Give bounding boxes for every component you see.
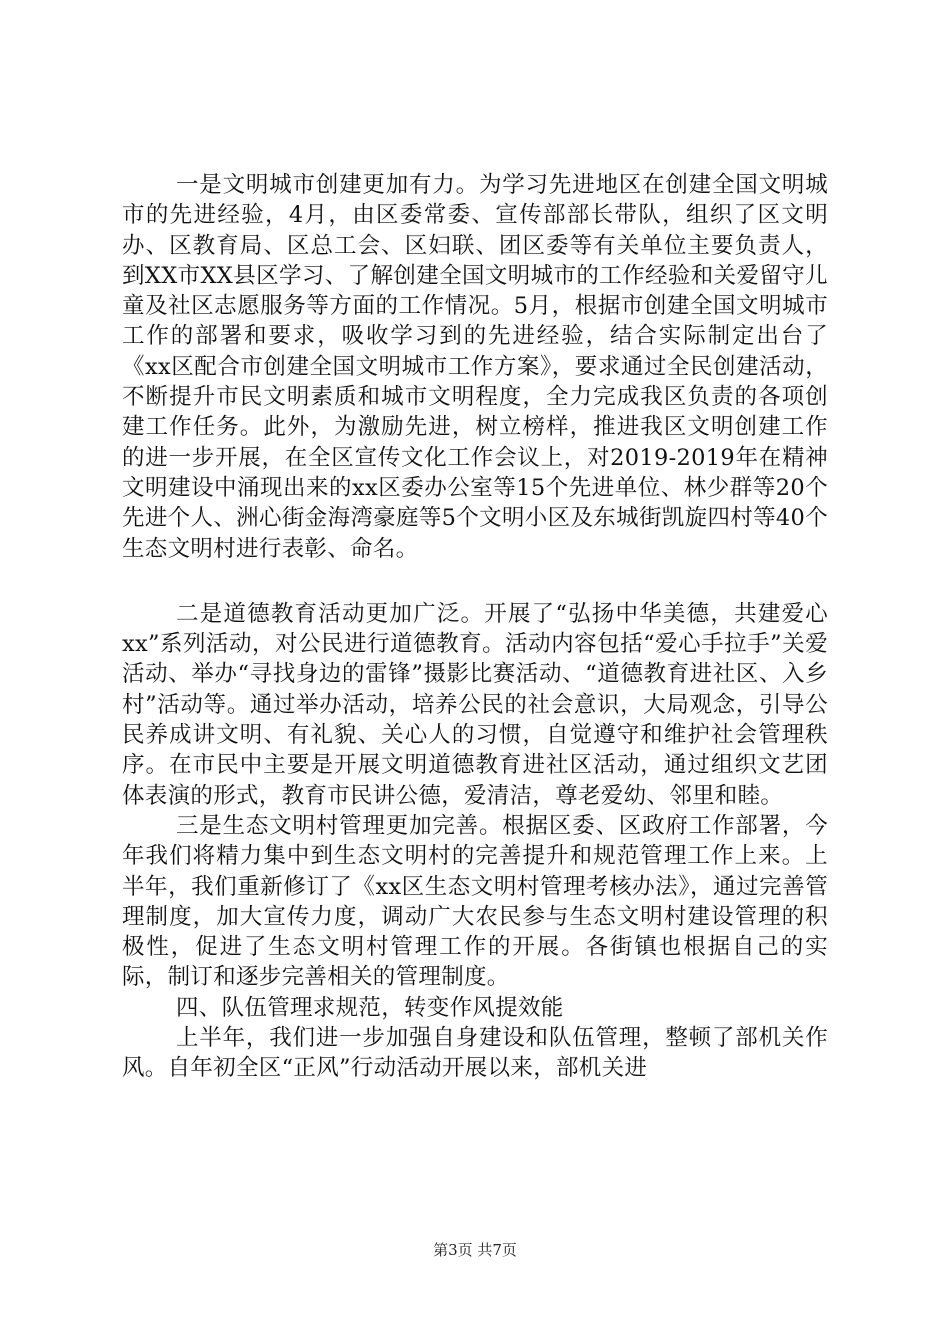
paragraph-civilized-city: 一是文明城市创建更加有力。为学习先进地区在创建全国文明城市的先进经验，4月，由区委常委、宣传部部长带队，组织了区文明办、区教育局、区总工会、区妇联、团区委等有关单位主要负责人，到XX市XX县区学习、了解创建全国文明城市的工作经验和关爱留守儿童及社区志愿服务等方面的工作情况。5月，根据市创建全国文明城市工作的部署和要求，吸收学习到的先进经验，结合实际制定出台了《xx区配合市创建全国文明城市工作方案》，要求通过全民创建活动，不断提升市民文明素质和城市文明程度，全力完成我区负责的各项创建工作任务。此外，为激励先进，树立榜样，推进我区文明创建工作的进一步开展，在全区宣传文化工作会议上，对2019-2019年在精神文明建设中涌现出来的xx区委办公室等15个先进单位、林少群等20个先进个人、洲心街金海湾豪庭等5个文明小区及东城街凯旋四村等40个生态文明村进行表彰、命名。 — [122, 172, 828, 562]
paragraph-team-management: 上半年，我们进一步加强自身建设和队伍管理，整顿了部机关作风。自年初全区“正风”行动活动开展以来，部机关进 — [122, 1025, 828, 1082]
paragraph-moral-education: 二是道德教育活动更加广泛。开展了“弘扬中华美德，共建爱心xx”系列活动，对公民进行道德教育。活动内容包括“爱心手拉手”关爱活动、举办“寻找身边的雷锋”摄影比赛活动、“道德教育进社区、入乡村”活动等。通过举办活动，培养公民的社会意识，大局观念，引导公民养成讲文明、有礼貌、关心人的习惯，自觉遵守和维护社会管理秩序。在市民中主要是开展文明道德教育进社区活动，通过组织文艺团体表演的形式，教育市民讲公德，爱清洁，尊老爱幼、邻里和睦。 — [122, 600, 828, 809]
paragraph-eco-village: 三是生态文明村管理更加完善。根据区委、区政府工作部署，今年我们将精力集中到生态文明村的完善提升和规范管理工作上来。上半年，我们重新修订了《xx区生态文明村管理考核办法》，通过完善管理制度，加大宣传力度，调动广大农民参与生态文明村建设管理的积极性，促进了生态文明村管理工作的开展。各街镇也根据自己的实际，制订和逐步完善相关的管理制度。 — [122, 812, 828, 991]
section-heading-team-management: 四、队伍管理求规范，转变作风提效能 — [176, 994, 564, 1021]
document-body — [122, 170, 828, 1084]
page-footer: 第3页 共7页 — [433, 1241, 517, 1259]
